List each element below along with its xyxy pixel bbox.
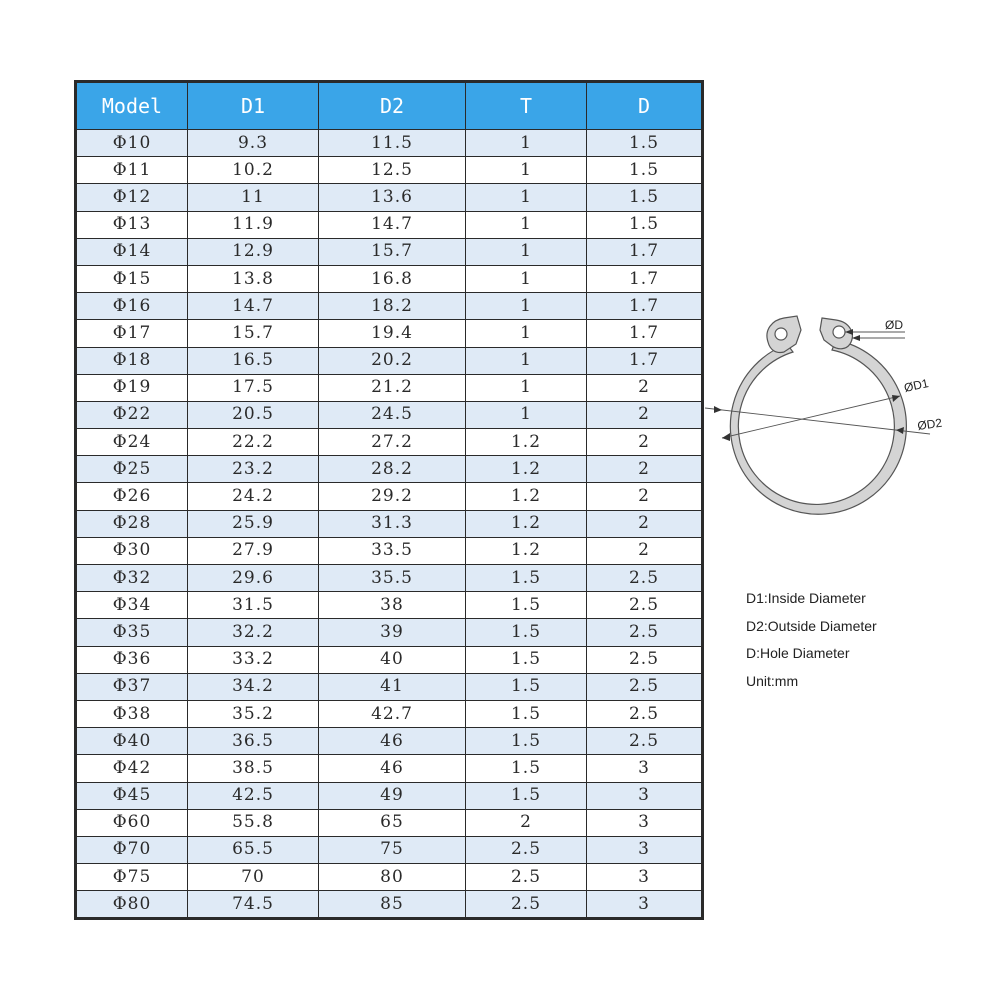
table-row [76, 265, 703, 292]
cell-d1: 25.9 [188, 510, 319, 537]
cell-d: 1.5 [587, 130, 703, 157]
cell-d1: 11.9 [188, 211, 319, 238]
cell-model: Φ60 [76, 809, 188, 836]
cell-model: Φ40 [76, 728, 188, 755]
cell-d2: 35.5 [319, 565, 466, 592]
header-d1: D1 [188, 82, 319, 130]
cell-d1: 17.5 [188, 374, 319, 401]
cell-t: 2.5 [466, 864, 587, 891]
cell-d1: 36.5 [188, 728, 319, 755]
cell-model: Φ70 [76, 836, 188, 863]
header-d2: D2 [319, 82, 466, 130]
table-row [76, 646, 703, 673]
cell-d: 1.5 [587, 184, 703, 211]
cell-model: Φ18 [76, 347, 188, 374]
table-row [76, 755, 703, 782]
cell-model: Φ10 [76, 130, 188, 157]
hole-diameter-label: ØD [885, 318, 903, 332]
table-row [76, 510, 703, 537]
cell-model: Φ14 [76, 238, 188, 265]
cell-d: 2 [587, 483, 703, 510]
cell-t: 1 [466, 130, 587, 157]
cell-t: 1.5 [466, 592, 587, 619]
table-row [76, 347, 703, 374]
cell-d: 1.7 [587, 238, 703, 265]
cell-d: 3 [587, 864, 703, 891]
cell-model: Φ45 [76, 782, 188, 809]
table-row [76, 537, 703, 564]
cell-d: 3 [587, 755, 703, 782]
cell-d2: 19.4 [319, 320, 466, 347]
cell-d1: 42.5 [188, 782, 319, 809]
cell-t: 1 [466, 374, 587, 401]
cell-d2: 28.2 [319, 456, 466, 483]
spec-table [74, 80, 704, 920]
table-row [76, 891, 703, 919]
cell-model: Φ30 [76, 537, 188, 564]
cell-t: 1.5 [466, 755, 587, 782]
cell-d1: 70 [188, 864, 319, 891]
table-row [76, 483, 703, 510]
table-row [76, 320, 703, 347]
cell-d1: 16.5 [188, 347, 319, 374]
cell-d2: 15.7 [319, 238, 466, 265]
cell-model: Φ37 [76, 673, 188, 700]
cell-t: 2 [466, 809, 587, 836]
cell-t: 1.5 [466, 673, 587, 700]
cell-d1: 29.6 [188, 565, 319, 592]
legend-outside-diameter: D2:Outside Diameter [746, 617, 877, 634]
cell-d2: 65 [319, 809, 466, 836]
legend-inside-diameter: D1:Inside Diameter [746, 590, 866, 606]
cell-d1: 15.7 [188, 320, 319, 347]
cell-t: 1.5 [466, 782, 587, 809]
cell-d: 2.5 [587, 592, 703, 619]
cell-t: 1 [466, 184, 587, 211]
cell-d1: 55.8 [188, 809, 319, 836]
cell-model: Φ15 [76, 265, 188, 292]
table-row [76, 293, 703, 320]
cell-t: 1.5 [466, 728, 587, 755]
cell-t: 1 [466, 265, 587, 292]
cell-t: 1.2 [466, 537, 587, 564]
cell-model: Φ36 [76, 646, 188, 673]
cell-model: Φ25 [76, 456, 188, 483]
cell-d2: 16.8 [319, 265, 466, 292]
cell-d2: 40 [319, 646, 466, 673]
cell-model: Φ34 [76, 592, 188, 619]
table-row [76, 211, 703, 238]
table-row [76, 619, 703, 646]
cell-d1: 22.2 [188, 429, 319, 456]
cell-model: Φ75 [76, 864, 188, 891]
cell-d: 1.7 [587, 265, 703, 292]
cell-t: 1 [466, 293, 587, 320]
table-row [76, 429, 703, 456]
cell-model: Φ24 [76, 429, 188, 456]
cell-d2: 24.5 [319, 401, 466, 428]
header-model: Model [76, 82, 188, 130]
cell-d1: 24.2 [188, 483, 319, 510]
cell-t: 1 [466, 401, 587, 428]
cell-d1: 12.9 [188, 238, 319, 265]
cell-t: 1.2 [466, 510, 587, 537]
cell-d1: 20.5 [188, 401, 319, 428]
table-row [76, 836, 703, 863]
header-d: D [587, 82, 703, 130]
cell-d1: 14.7 [188, 293, 319, 320]
cell-d: 2.5 [587, 673, 703, 700]
cell-t: 1.2 [466, 456, 587, 483]
cell-t: 2.5 [466, 891, 587, 919]
cell-d: 1.5 [587, 211, 703, 238]
cell-model: Φ16 [76, 293, 188, 320]
cell-d2: 29.2 [319, 483, 466, 510]
cell-d: 3 [587, 836, 703, 863]
cell-t: 1 [466, 238, 587, 265]
table-row [76, 782, 703, 809]
cell-d2: 21.2 [319, 374, 466, 401]
cell-model: Φ38 [76, 700, 188, 727]
cell-d2: 85 [319, 891, 466, 919]
cell-d: 2 [587, 429, 703, 456]
cell-d2: 20.2 [319, 347, 466, 374]
cell-d1: 23.2 [188, 456, 319, 483]
cell-t: 1.5 [466, 619, 587, 646]
table-row [76, 374, 703, 401]
cell-d1: 34.2 [188, 673, 319, 700]
cell-t: 1.2 [466, 429, 587, 456]
cell-d: 2 [587, 510, 703, 537]
cell-d: 2 [587, 374, 703, 401]
cell-d: 2.5 [587, 565, 703, 592]
cell-t: 1 [466, 347, 587, 374]
table-row [76, 592, 703, 619]
cell-d: 1.7 [587, 293, 703, 320]
cell-d1: 13.8 [188, 265, 319, 292]
cell-d2: 13.6 [319, 184, 466, 211]
cell-model: Φ80 [76, 891, 188, 919]
legend-unit: Unit:mm [746, 672, 799, 689]
cell-t: 1 [466, 211, 587, 238]
table-row [76, 809, 703, 836]
header-row [76, 82, 703, 130]
cell-model: Φ12 [76, 184, 188, 211]
cell-d2: 41 [319, 673, 466, 700]
cell-d: 3 [587, 809, 703, 836]
cell-d: 2.5 [587, 700, 703, 727]
legend [746, 590, 877, 700]
cell-model: Φ22 [76, 401, 188, 428]
cell-t: 1 [466, 320, 587, 347]
cell-model: Φ11 [76, 157, 188, 184]
cell-d2: 31.3 [319, 510, 466, 537]
cell-d2: 49 [319, 782, 466, 809]
cell-d1: 33.2 [188, 646, 319, 673]
table-row [76, 157, 703, 184]
table-row [76, 673, 703, 700]
table-row [76, 565, 703, 592]
cell-d: 2.5 [587, 619, 703, 646]
cell-t: 1.5 [466, 565, 587, 592]
cell-d2: 38 [319, 592, 466, 619]
cell-d2: 14.7 [319, 211, 466, 238]
cell-d: 2 [587, 401, 703, 428]
cell-t: 1.2 [466, 483, 587, 510]
cell-d: 3 [587, 891, 703, 919]
cell-model: Φ35 [76, 619, 188, 646]
cell-d1: 35.2 [188, 700, 319, 727]
cell-d1: 31.5 [188, 592, 319, 619]
cell-d2: 46 [319, 755, 466, 782]
cell-d1: 27.9 [188, 537, 319, 564]
cell-d2: 75 [319, 836, 466, 863]
header-t: T [466, 82, 587, 130]
cell-d1: 65.5 [188, 836, 319, 863]
cell-t: 2.5 [466, 836, 587, 863]
cell-model: Φ42 [76, 755, 188, 782]
cell-d1: 10.2 [188, 157, 319, 184]
table-row [76, 864, 703, 891]
circlip-diagram [700, 300, 960, 520]
cell-model: Φ19 [76, 374, 188, 401]
cell-d2: 46 [319, 728, 466, 755]
cell-model: Φ17 [76, 320, 188, 347]
cell-d: 3 [587, 782, 703, 809]
cell-d: 1.7 [587, 347, 703, 374]
cell-t: 1 [466, 157, 587, 184]
cell-d: 2.5 [587, 646, 703, 673]
table-row [76, 184, 703, 211]
outer-diameter-label: ØD2 [916, 415, 943, 433]
legend-hole-diameter: D:Hole Diameter [746, 645, 850, 661]
cell-d2: 33.5 [319, 537, 466, 564]
table-row [76, 700, 703, 727]
cell-model: Φ13 [76, 211, 188, 238]
table-row [76, 728, 703, 755]
cell-d2: 27.2 [319, 429, 466, 456]
table-row [76, 130, 703, 157]
table-row [76, 456, 703, 483]
cell-d: 2 [587, 537, 703, 564]
cell-d: 1.5 [587, 157, 703, 184]
cell-model: Φ32 [76, 565, 188, 592]
cell-d1: 9.3 [188, 130, 319, 157]
cell-t: 1.5 [466, 646, 587, 673]
table-row [76, 238, 703, 265]
table-row [76, 401, 703, 428]
cell-d1: 74.5 [188, 891, 319, 919]
cell-t: 1.5 [466, 700, 587, 727]
cell-d2: 80 [319, 864, 466, 891]
cell-d2: 12.5 [319, 157, 466, 184]
cell-model: Φ26 [76, 483, 188, 510]
cell-d: 1.7 [587, 320, 703, 347]
cell-model: Φ28 [76, 510, 188, 537]
cell-d2: 39 [319, 619, 466, 646]
cell-d1: 11 [188, 184, 319, 211]
cell-d2: 42.7 [319, 700, 466, 727]
cell-d: 2.5 [587, 728, 703, 755]
cell-d2: 11.5 [319, 130, 466, 157]
cell-d: 2 [587, 456, 703, 483]
cell-d1: 32.2 [188, 619, 319, 646]
cell-d2: 18.2 [319, 293, 466, 320]
inner-diameter-label: ØD1 [902, 376, 930, 395]
table-body [76, 130, 703, 919]
cell-d1: 38.5 [188, 755, 319, 782]
